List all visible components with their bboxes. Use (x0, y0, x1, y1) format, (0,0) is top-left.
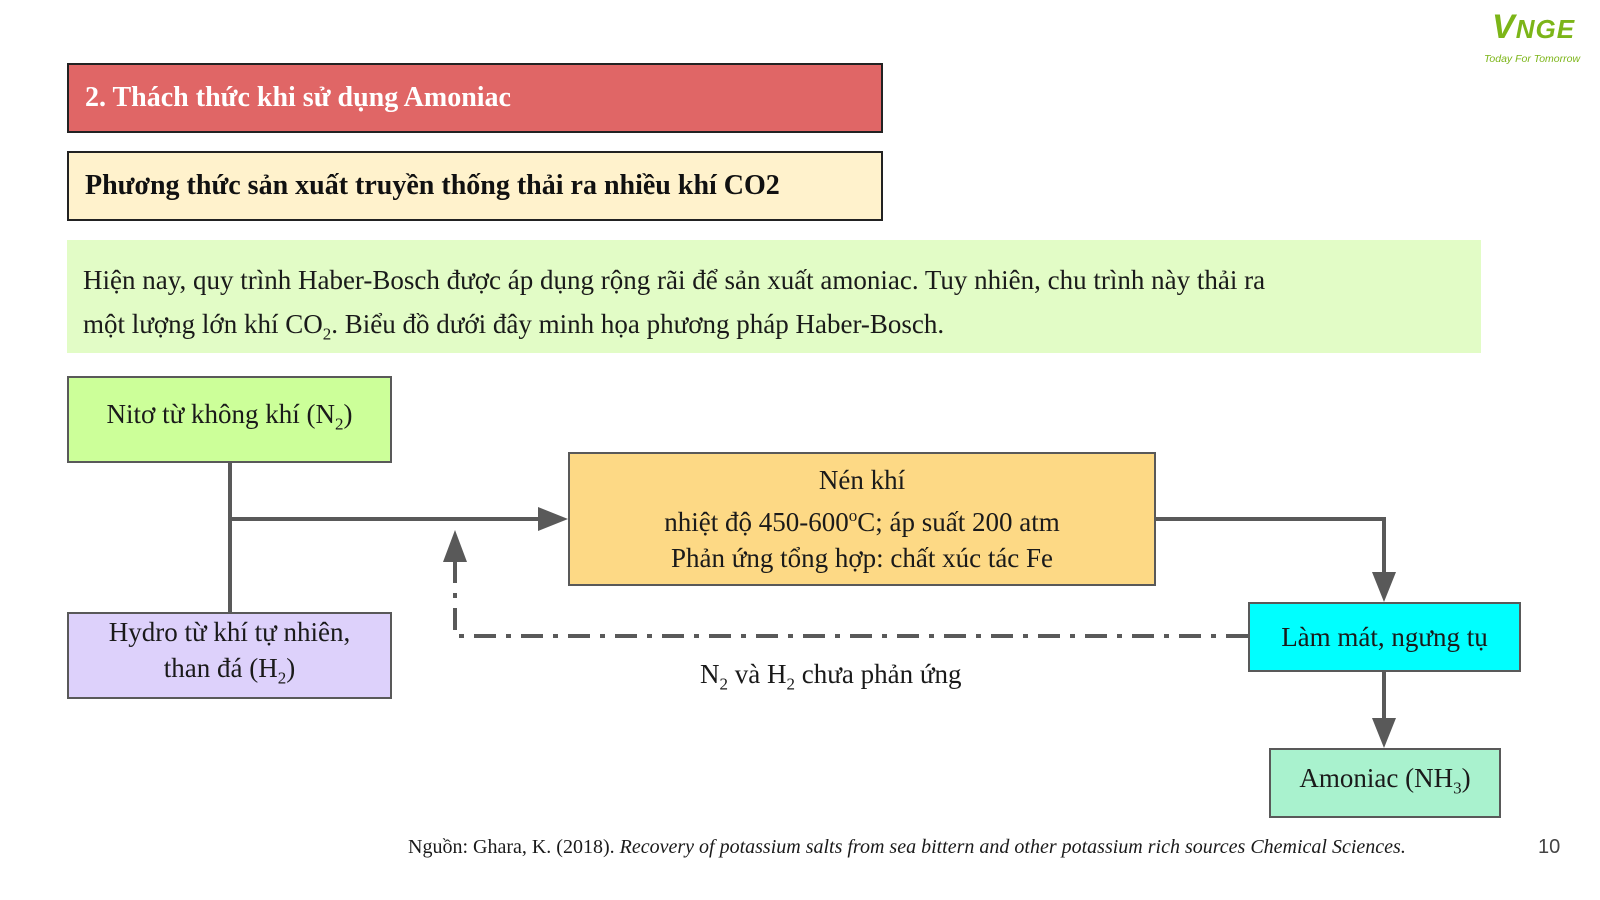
source-author: Ghara, K. (2018). (473, 836, 620, 858)
logo-mark (1492, 8, 1575, 47)
ammonia-label (1299, 760, 1470, 806)
subtitle-text: Phương thức sản xuất truyền thống thải ra nhiều khí CO2 (85, 170, 780, 201)
unreacted-mid: và H (728, 659, 787, 689)
nitrogen-source-box (67, 376, 392, 463)
unreacted-gases-label (700, 654, 1020, 698)
compression-temp-text: nhiệt độ 450-600 (664, 507, 849, 537)
section-title (67, 63, 883, 133)
unreacted-end: chưa phản ứng (794, 659, 962, 689)
logo-mark-rest: NGE (1515, 14, 1576, 44)
cooling-label: Làm mát, ngưng tụ (1281, 622, 1488, 652)
unreacted-n: N (700, 659, 720, 689)
nitrogen-source-label (107, 396, 353, 442)
compression-to-cooling-connector (1156, 519, 1384, 578)
nh3-subscript: 3 (1453, 778, 1462, 798)
hydrogen-source-line-2 (164, 650, 295, 696)
ammonia-close: ) (1461, 762, 1471, 793)
cooling-arrowhead (1372, 572, 1396, 602)
logo-tagline: Today For Tomorrow (1483, 53, 1581, 65)
section-title-text: 2. Thách thức khi sử dụng Amoniac (85, 82, 511, 113)
h2-subscript: 2 (277, 668, 287, 688)
ammonia-text: Amoniac (NH (1299, 762, 1454, 793)
n2-subscript: 2 (334, 414, 344, 434)
source-prefix: Nguồn: (408, 836, 473, 858)
hydrogen-source-close: ) (286, 653, 296, 684)
logo-mark-v: V (1492, 8, 1516, 46)
cooling-box (1248, 602, 1521, 672)
nitrogen-source-close: ) (343, 399, 353, 430)
unreacted-n-subscript: 2 (719, 674, 728, 694)
compression-pressure-text: C; áp suất 200 atm (857, 507, 1060, 537)
ammonia-arrowhead (1372, 718, 1396, 748)
co2-subscript: 2 (322, 324, 332, 344)
compression-line-1: Nén khí (818, 465, 906, 495)
compression-box (568, 452, 1156, 586)
ammonia-box (1269, 748, 1501, 818)
compression-arrowhead (538, 507, 568, 531)
intro-paragraph (67, 240, 1481, 353)
subtitle-banner (67, 151, 883, 221)
source-title: Recovery of potassium salts from sea bittern and other potassium rich sources Chemical Sciences. (619, 836, 1406, 858)
intro-line-1: Hiện nay, quy trình Haber-Bosch được áp dụng rộng rãi để sản xuất amoniac. Tuy nhiên, chu trình này thải ra (83, 265, 1266, 295)
intro-line-2-before: một lượng lớn khí CO (83, 309, 323, 339)
hydrogen-source-text: than đá (H (163, 653, 278, 684)
unreacted-h-subscript: 2 (786, 674, 795, 694)
degree-superscript: o (848, 506, 858, 525)
nitrogen-source-text: Nitơ từ không khí (N (106, 399, 335, 430)
intro-line-2 (83, 302, 1465, 356)
company-logo (1468, 6, 1596, 68)
hydrogen-source-line-1: Hydro từ khí tự nhiên, (108, 617, 351, 648)
hydrogen-source-box (67, 612, 392, 699)
source-citation (408, 836, 1538, 868)
recycle-arrowhead (443, 530, 467, 562)
compression-line-3: Phản ứng tổng hợp: chất xúc tác Fe (670, 543, 1054, 573)
page-number: 10 (1538, 836, 1561, 858)
compression-line-2 (664, 498, 1059, 540)
intro-line-2-after: . Biểu đồ dưới đây minh họa phương pháp Haber-Bosch. (331, 309, 945, 339)
